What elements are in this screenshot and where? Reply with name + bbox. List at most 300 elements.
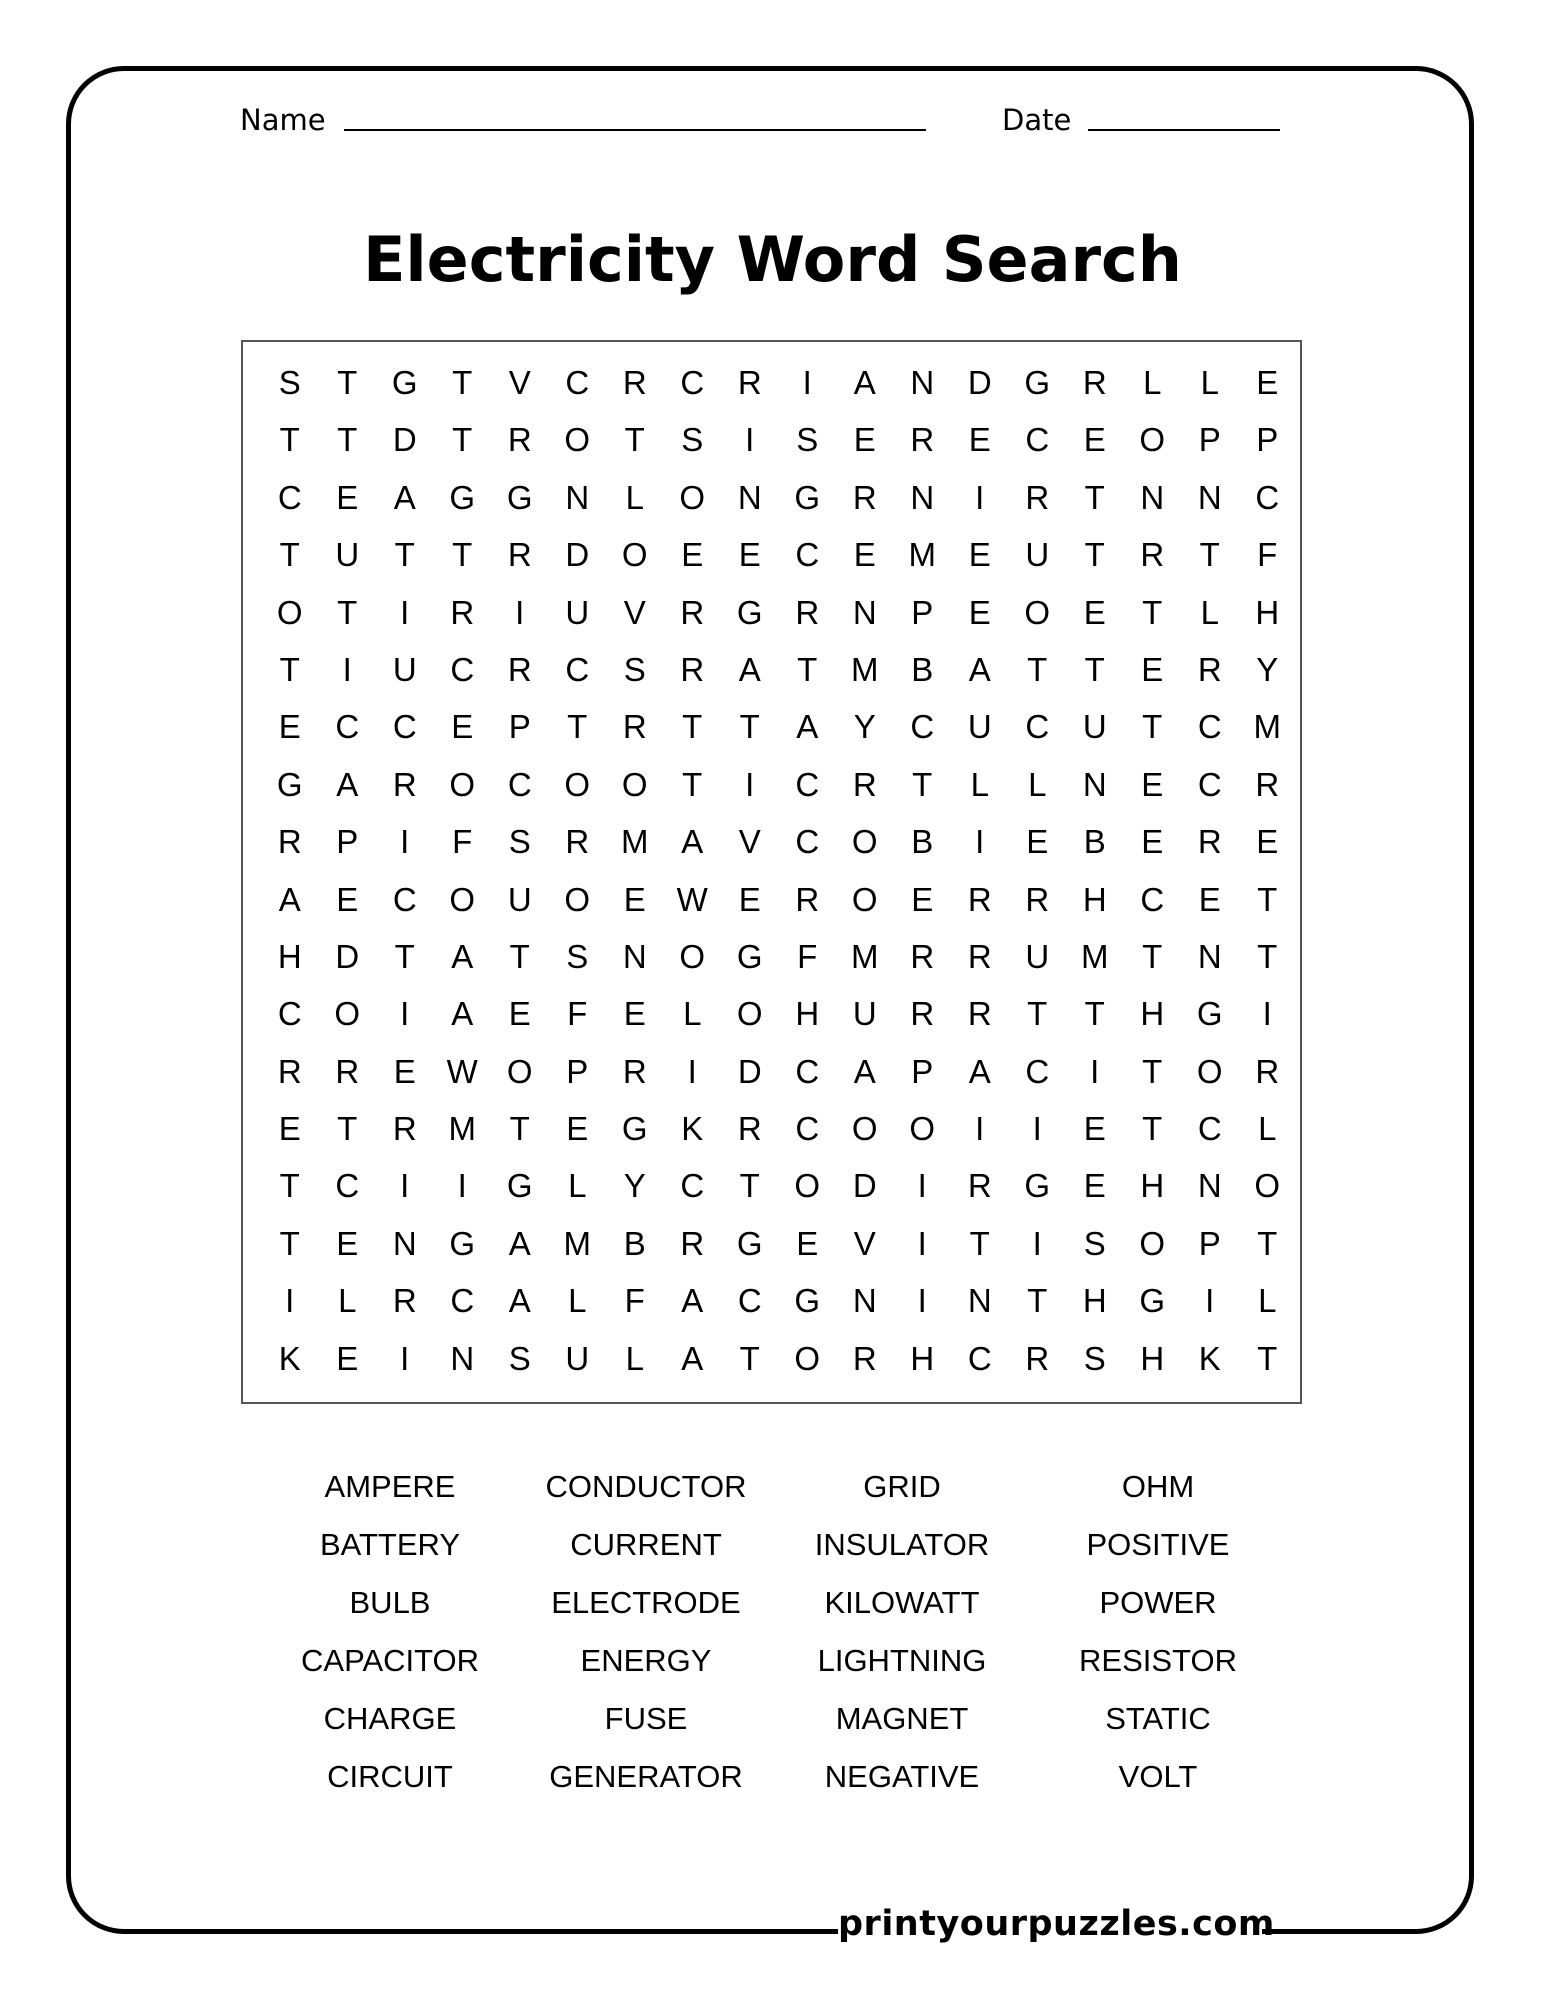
grid-letter: A	[796, 708, 819, 746]
grid-letter: S	[796, 421, 819, 459]
grid-letter: M	[621, 823, 649, 861]
grid-letter: E	[623, 880, 646, 918]
grid-letter: B	[911, 823, 934, 861]
word-list-item: BATTERY	[319, 1527, 461, 1562]
grid-letter: S	[508, 823, 531, 861]
grid-letter: R	[450, 593, 475, 631]
word-list-item: VOLT	[1118, 1759, 1198, 1794]
grid-letter: E	[278, 708, 301, 746]
grid-letter: T	[337, 1110, 358, 1148]
grid-letter: C	[680, 1167, 705, 1205]
grid-letter: V	[508, 364, 531, 401]
grid-letter: O	[334, 995, 361, 1033]
grid-letter: I	[687, 1052, 697, 1090]
grid-letter: E	[336, 880, 359, 918]
grid-letter: E	[451, 708, 474, 746]
grid-letter: G	[506, 1167, 533, 1205]
grid-letter: M	[448, 1110, 476, 1148]
grid-letter: T	[279, 1167, 300, 1205]
grid-letter: R	[392, 765, 417, 803]
grid-letter: E	[796, 1224, 819, 1262]
grid-letter: G	[449, 1224, 476, 1262]
grid-letter: O	[621, 765, 648, 803]
grid-letter: T	[1199, 536, 1220, 574]
grid-letter: B	[911, 650, 934, 688]
grid-letter: R	[680, 1224, 705, 1262]
word-list-item: LIGHTNING	[817, 1643, 987, 1678]
grid-letter: N	[450, 1339, 475, 1377]
word-list-item: AMPERE	[324, 1469, 456, 1504]
grid-letter: N	[1197, 1167, 1222, 1205]
grid-letter: C	[277, 995, 302, 1033]
grid-letter: O	[1139, 421, 1166, 459]
grid-letter: C	[795, 536, 820, 574]
grid-letter: A	[508, 1224, 531, 1262]
grid-letter: D	[335, 937, 360, 975]
grid-letter: R	[507, 536, 532, 574]
grid-letter: E	[853, 536, 876, 574]
grid-letter: F	[452, 823, 473, 861]
grid-letter: L	[1200, 364, 1219, 401]
word-list	[262, 1468, 1286, 1816]
grid-letter: R	[507, 421, 532, 459]
grid-letter: T	[1142, 1110, 1163, 1148]
grid-letter: L	[568, 1167, 587, 1205]
grid-letter: O	[564, 880, 591, 918]
grid-letter: I	[1205, 1282, 1215, 1320]
grid-letter: U	[565, 1339, 590, 1377]
grid-letter: T	[1027, 1282, 1048, 1320]
grid-letter: T	[1084, 995, 1105, 1033]
grid-letter: I	[802, 364, 812, 401]
grid-letter: C	[1025, 1052, 1050, 1090]
grid-letter: C	[450, 650, 475, 688]
grid-letter: O	[851, 1110, 878, 1148]
grid-letter: R	[1255, 1052, 1280, 1090]
word-list-item: NEGATIVE	[824, 1759, 980, 1794]
grid-letter: G	[794, 1282, 821, 1320]
grid-letter: O	[449, 880, 476, 918]
grid-letter: R	[622, 364, 647, 401]
grid-letter: C	[1197, 708, 1222, 746]
grid-letter: I	[400, 1167, 410, 1205]
grid-letter: I	[745, 421, 755, 459]
grid-letter: R	[910, 937, 935, 975]
grid-letter: L	[1028, 765, 1047, 803]
grid-letter: E	[1083, 1110, 1106, 1148]
grid-letter: N	[1140, 478, 1165, 516]
grid-letter: Y	[623, 1167, 646, 1205]
grid-letter: C	[967, 1339, 992, 1377]
grid-letter: R	[1025, 478, 1050, 516]
grid-letter: E	[623, 995, 646, 1033]
grid-letter: R	[852, 478, 877, 516]
word-list-item: STATIC	[1105, 1701, 1211, 1736]
grid-letter: R	[622, 708, 647, 746]
grid-letter: I	[975, 1110, 985, 1148]
grid-letter: I	[400, 995, 410, 1033]
grid-letter: C	[680, 364, 705, 401]
grid-letter: E	[853, 421, 876, 459]
grid-letter: T	[452, 364, 473, 401]
grid-letter: E	[968, 593, 991, 631]
grid-letter: I	[285, 1282, 295, 1320]
grid-letter: I	[1090, 1052, 1100, 1090]
grid-letter: R	[910, 995, 935, 1033]
grid-letter: L	[1258, 1282, 1277, 1320]
grid-letter: H	[1255, 593, 1280, 631]
grid-letter: A	[738, 650, 761, 688]
word-list-item: ELECTRODE	[551, 1585, 741, 1620]
grid-letter: H	[795, 995, 820, 1033]
grid-letter: E	[968, 536, 991, 574]
grid-letter: C	[1025, 421, 1050, 459]
grid-letter: C	[795, 1052, 820, 1090]
grid-letter: C	[392, 708, 417, 746]
grid-letter: H	[1140, 1167, 1165, 1205]
grid-letter: T	[279, 421, 300, 459]
grid-letter: L	[568, 1282, 587, 1320]
grid-letter: I	[1262, 995, 1272, 1033]
grid-letter: G	[621, 1110, 648, 1148]
grid-letter: E	[681, 536, 704, 574]
grid-letter: O	[564, 421, 591, 459]
grid-letter: R	[335, 1052, 360, 1090]
grid-letter: A	[393, 478, 416, 516]
grid-letter: S	[278, 364, 301, 401]
grid-letter: T	[279, 536, 300, 574]
grid-letter: I	[342, 650, 352, 688]
grid-letter: O	[1254, 1167, 1281, 1205]
grid-letter: R	[1025, 1339, 1050, 1377]
grid-letter: R	[277, 823, 302, 861]
grid-letter: R	[392, 1282, 417, 1320]
grid-letter: I	[1032, 1224, 1042, 1262]
grid-letter: A	[451, 937, 474, 975]
grid-letter: R	[392, 1110, 417, 1148]
grid-letter: O	[276, 593, 303, 631]
grid-letter: G	[391, 364, 418, 401]
grid-letter: G	[736, 937, 763, 975]
grid-letter: C	[1197, 1110, 1222, 1148]
word-list-item: CURRENT	[570, 1527, 722, 1562]
date-line	[1088, 129, 1280, 131]
grid-letter: O	[449, 765, 476, 803]
grid-letter: R	[967, 937, 992, 975]
word-list-item: KILOWATT	[824, 1585, 980, 1620]
word-list-item: MAGNET	[835, 1701, 969, 1736]
grid-letter: K	[1198, 1339, 1221, 1377]
grid-letter: Y	[1256, 650, 1279, 688]
grid-letter: E	[738, 536, 761, 574]
grid-letter: V	[853, 1224, 876, 1262]
grid-letter: T	[337, 364, 358, 401]
grid-letter: Y	[853, 708, 876, 746]
grid-letter: P	[566, 1052, 589, 1090]
grid-letter: B	[1083, 823, 1106, 861]
grid-letter: S	[1083, 1339, 1106, 1377]
grid-letter: A	[853, 1052, 876, 1090]
grid-letter: G	[1139, 1282, 1166, 1320]
grid-letter: M	[1253, 708, 1281, 746]
grid-letter: T	[739, 1167, 760, 1205]
grid-letter: O	[679, 937, 706, 975]
grid-letter: S	[1083, 1224, 1106, 1262]
grid-letter: P	[911, 593, 934, 631]
grid-letter: H	[910, 1339, 935, 1377]
grid-letter: C	[737, 1282, 762, 1320]
grid-letter: K	[278, 1339, 301, 1377]
grid-letter: V	[623, 593, 646, 631]
grid-letter: E	[1083, 593, 1106, 631]
grid-letter: T	[279, 1224, 300, 1262]
grid-letter: T	[394, 536, 415, 574]
grid-letter: G	[1196, 995, 1223, 1033]
word-list-item: CIRCUIT	[327, 1759, 453, 1794]
grid-letter: T	[682, 708, 703, 746]
grid-letter: M	[1081, 937, 1109, 975]
grid-letter: T	[567, 708, 588, 746]
grid-letter: L	[625, 1339, 644, 1377]
grid-letter: T	[337, 593, 358, 631]
grid-letter: I	[400, 823, 410, 861]
grid-letter: T	[394, 937, 415, 975]
grid-letter: C	[507, 765, 532, 803]
grid-letter: G	[276, 765, 303, 803]
word-list-item: CAPACITOR	[301, 1643, 479, 1678]
grid-letter: H	[1140, 1339, 1165, 1377]
grid-letter: F	[1257, 536, 1278, 574]
grid-letter: T	[1257, 937, 1278, 975]
grid-letter: R	[737, 1110, 762, 1148]
grid-letter: I	[975, 478, 985, 516]
grid-letter: R	[852, 1339, 877, 1377]
grid-letter: N	[737, 478, 762, 516]
grid-letter: U	[565, 593, 590, 631]
letter-grid-cells	[261, 364, 1296, 1397]
grid-letter: E	[1198, 880, 1221, 918]
grid-letter: N	[910, 364, 935, 401]
grid-letter: D	[852, 1167, 877, 1205]
grid-letter: O	[1139, 1224, 1166, 1262]
grid-letter: T	[509, 1110, 530, 1148]
grid-letter: N	[1197, 937, 1222, 975]
grid-letter: T	[452, 421, 473, 459]
grid-letter: L	[1200, 593, 1219, 631]
grid-letter: O	[909, 1110, 936, 1148]
grid-letter: C	[1255, 478, 1280, 516]
word-list-item: FUSE	[604, 1701, 688, 1736]
grid-letter: L	[1143, 364, 1162, 401]
grid-letter: E	[393, 1052, 416, 1090]
grid-letter: A	[451, 995, 474, 1033]
grid-letter: C	[450, 1282, 475, 1320]
grid-letter: O	[564, 765, 591, 803]
grid-letter: C	[1140, 880, 1165, 918]
grid-letter: C	[910, 708, 935, 746]
grid-letter: H	[277, 937, 302, 975]
grid-letter: N	[1197, 478, 1222, 516]
grid-letter: C	[1197, 765, 1222, 803]
grid-letter: S	[623, 650, 646, 688]
grid-letter: D	[565, 536, 590, 574]
word-list-item: GRID	[863, 1469, 941, 1504]
grid-letter: A	[681, 1282, 704, 1320]
grid-letter: R	[967, 880, 992, 918]
grid-letter: I	[917, 1282, 927, 1320]
grid-letter: T	[1257, 880, 1278, 918]
grid-letter: T	[1257, 1224, 1278, 1262]
grid-letter: A	[853, 364, 876, 401]
grid-letter: G	[506, 478, 533, 516]
grid-letter: G	[736, 593, 763, 631]
name-label: Name	[240, 103, 326, 137]
grid-letter: O	[851, 880, 878, 918]
grid-letter: I	[1032, 1110, 1042, 1148]
grid-letter: G	[449, 478, 476, 516]
grid-letter: R	[680, 593, 705, 631]
word-list-item: RESISTOR	[1079, 1643, 1237, 1678]
grid-letter: E	[336, 1224, 359, 1262]
grid-letter: T	[739, 708, 760, 746]
name-line	[344, 129, 926, 131]
grid-letter: B	[623, 1224, 646, 1262]
grid-letter: E	[566, 1110, 589, 1148]
grid-letter: U	[1082, 708, 1107, 746]
grid-letter: T	[509, 937, 530, 975]
grid-letter: U	[507, 880, 532, 918]
grid-letter: O	[851, 823, 878, 861]
grid-letter: P	[1256, 421, 1279, 459]
grid-letter: E	[278, 1110, 301, 1148]
grid-letter: T	[452, 536, 473, 574]
grid-letter: U	[1025, 536, 1050, 574]
grid-letter: R	[910, 421, 935, 459]
grid-letter: A	[278, 880, 301, 918]
grid-letter: O	[794, 1167, 821, 1205]
grid-letter: N	[967, 1282, 992, 1320]
grid-letter: A	[968, 650, 991, 688]
grid-letter: P	[508, 708, 531, 746]
word-list-item: INSULATOR	[814, 1527, 990, 1562]
grid-letter: H	[1140, 995, 1165, 1033]
grid-letter: U	[1025, 937, 1050, 975]
grid-letter: L	[1258, 1110, 1277, 1148]
grid-letter: O	[621, 536, 648, 574]
grid-letter: G	[1024, 364, 1051, 401]
grid-letter: C	[565, 650, 590, 688]
grid-letter: N	[565, 478, 590, 516]
grid-letter: E	[911, 880, 934, 918]
grid-letter: C	[565, 364, 590, 401]
page-title: Electricity Word Search	[363, 223, 1182, 296]
grid-letter: E	[336, 1339, 359, 1377]
grid-letter: R	[1140, 536, 1165, 574]
site-url: printyourpuzzles.com	[838, 1904, 1275, 1944]
grid-letter: I	[745, 765, 755, 803]
grid-letter: M	[563, 1224, 591, 1262]
grid-letter: T	[1257, 1339, 1278, 1377]
grid-letter: P	[1198, 421, 1221, 459]
grid-letter: I	[400, 593, 410, 631]
grid-letter: E	[336, 478, 359, 516]
grid-letter: M	[851, 937, 879, 975]
grid-letter: N	[852, 593, 877, 631]
date-label: Date	[1002, 103, 1072, 137]
grid-letter: G	[736, 1224, 763, 1262]
grid-letter: T	[1027, 650, 1048, 688]
grid-letter: A	[681, 823, 704, 861]
grid-letter: L	[970, 765, 989, 803]
grid-letter: S	[566, 937, 589, 975]
grid-letter: D	[392, 421, 417, 459]
grid-letter: D	[737, 1052, 762, 1090]
grid-letter: O	[1196, 1052, 1223, 1090]
grid-letter: P	[336, 823, 359, 861]
grid-letter: E	[968, 421, 991, 459]
grid-letter: U	[967, 708, 992, 746]
grid-letter: I	[917, 1167, 927, 1205]
word-list-item: POSITIVE	[1086, 1527, 1230, 1562]
grid-letter: A	[336, 765, 359, 803]
grid-letter: R	[622, 1052, 647, 1090]
grid-letter: T	[797, 650, 818, 688]
grid-letter: F	[624, 1282, 645, 1320]
grid-letter: T	[1142, 708, 1163, 746]
grid-letter: T	[279, 650, 300, 688]
grid-letter: N	[622, 937, 647, 975]
letter-grid	[241, 340, 1302, 1404]
grid-letter: U	[335, 536, 360, 574]
grid-letter: O	[794, 1339, 821, 1377]
grid-letter: R	[1082, 364, 1107, 401]
grid-letter: C	[795, 823, 820, 861]
grid-letter: G	[794, 478, 821, 516]
grid-letter: E	[1256, 823, 1279, 861]
grid-letter: C	[277, 478, 302, 516]
grid-letter: E	[1256, 364, 1279, 401]
grid-letter: R	[795, 880, 820, 918]
grid-letter: P	[1198, 1224, 1221, 1262]
grid-letter: E	[1141, 823, 1164, 861]
grid-letter: C	[335, 1167, 360, 1205]
grid-letter: R	[1197, 650, 1222, 688]
grid-letter: N	[852, 1282, 877, 1320]
grid-letter: E	[1083, 1167, 1106, 1205]
grid-letter: F	[797, 937, 818, 975]
grid-letter: I	[400, 1339, 410, 1377]
grid-letter: I	[975, 823, 985, 861]
grid-letter: R	[852, 765, 877, 803]
grid-letter: R	[1197, 823, 1222, 861]
grid-letter: R	[1255, 765, 1280, 803]
grid-letter: T	[1084, 536, 1105, 574]
grid-letter: L	[683, 995, 702, 1033]
grid-letter: A	[681, 1339, 704, 1377]
grid-letter: R	[737, 364, 762, 401]
grid-letter: G	[1024, 1167, 1051, 1205]
grid-letter: I	[457, 1167, 467, 1205]
grid-letter: M	[908, 536, 936, 574]
grid-letter: E	[1083, 421, 1106, 459]
grid-letter: C	[335, 708, 360, 746]
grid-letter: E	[1026, 823, 1049, 861]
grid-letter: P	[911, 1052, 934, 1090]
grid-letter: C	[392, 880, 417, 918]
word-list-item: GENERATOR	[549, 1759, 743, 1794]
grid-letter: C	[1025, 708, 1050, 746]
word-list-item: POWER	[1099, 1585, 1217, 1620]
